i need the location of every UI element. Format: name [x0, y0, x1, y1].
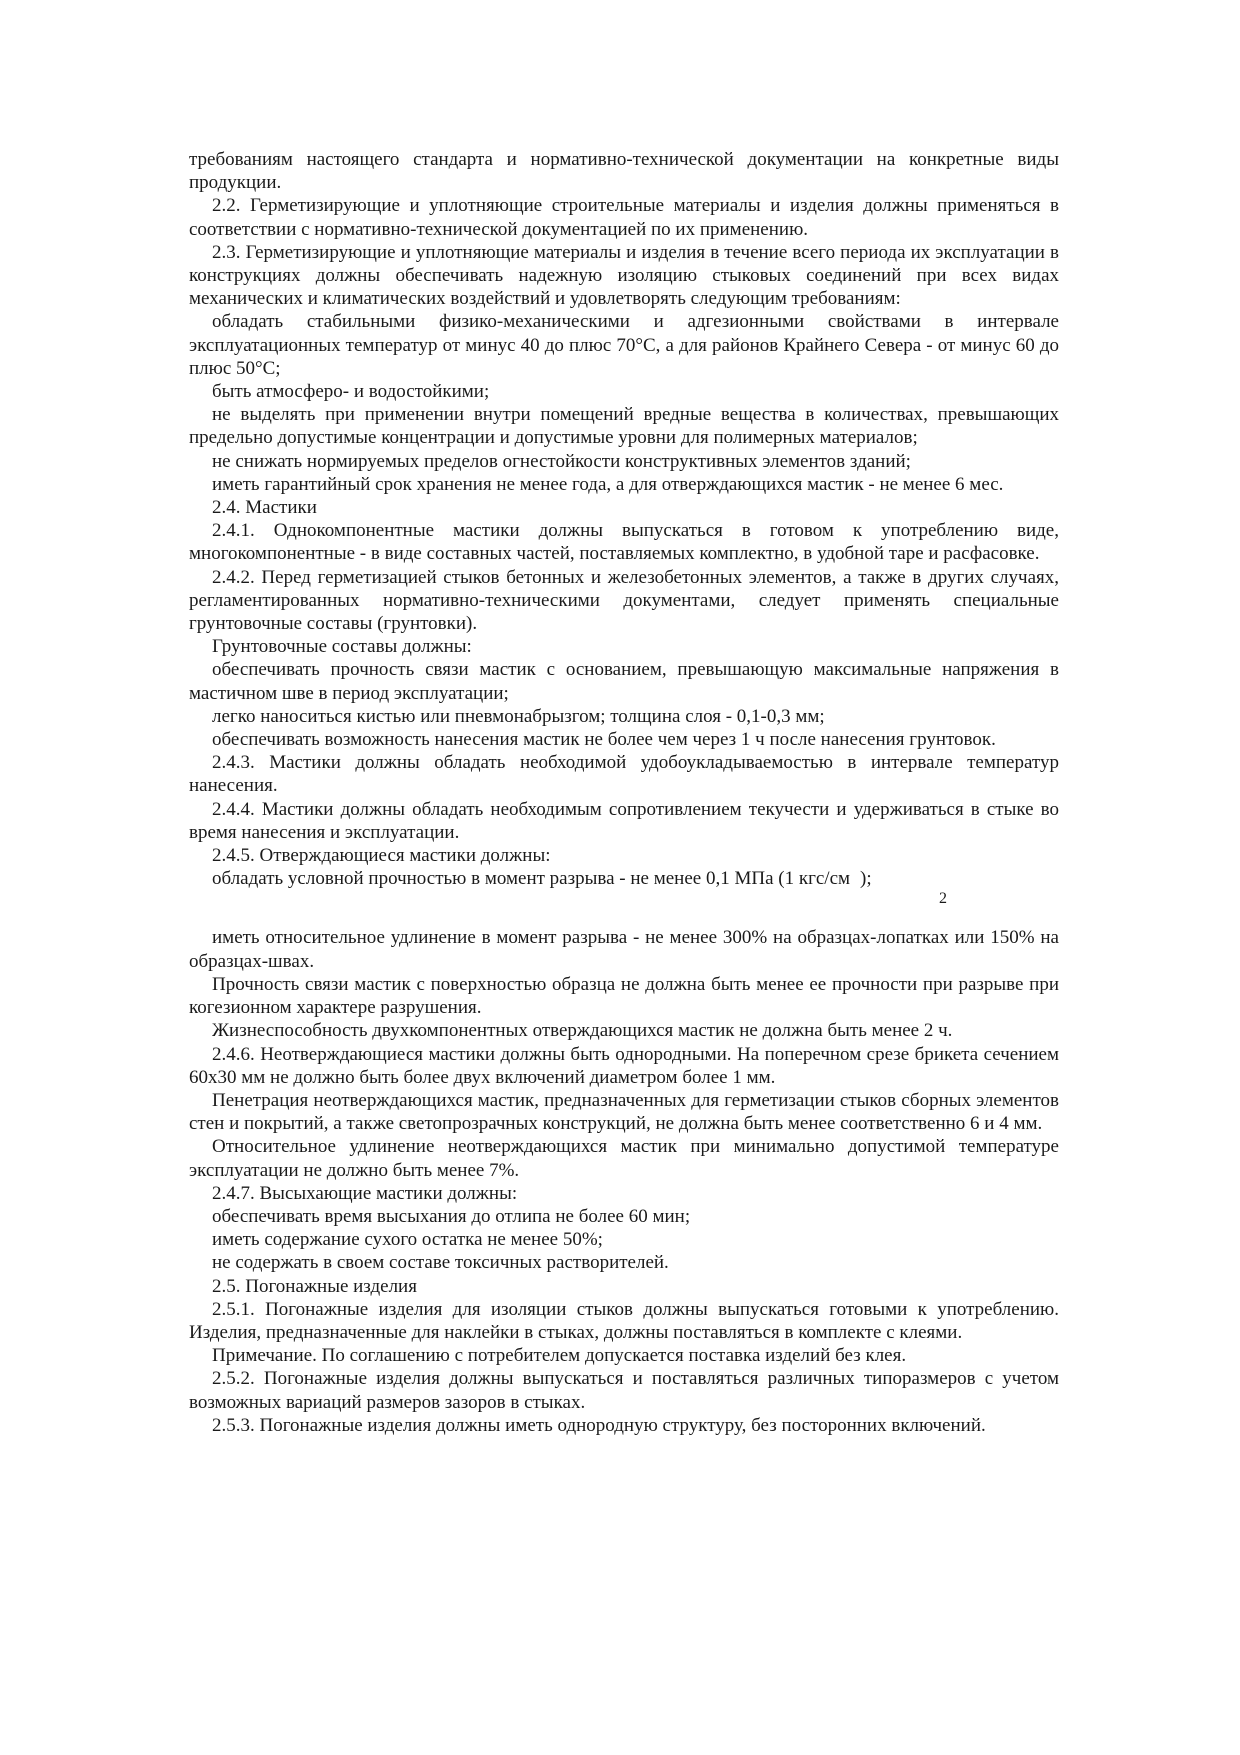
- no-toxic-solvents-item: не содержать в своем составе токсичных растворителей.: [212, 1252, 669, 1274]
- elongation-paragraph: Относительное удлинение неотверждающихся мастик при минимально допустимой температуре эксплуатации не должно быть менее 7%.: [189, 1136, 1059, 1181]
- paragraph-2-4-5: 2.4.5. Отверждающиеся мастики должны:: [212, 845, 551, 867]
- requirement-elongation: иметь относительное удлинение в момент разрыва - не менее 300% на образцах-лопатках или 150% на образцах-швах.: [189, 927, 1059, 972]
- paragraph-2-4-3: 2.4.3. Мастики должны обладать необходимой удобоукладываемостью в интервале температур нанесения.: [189, 752, 1059, 797]
- document-page: [189, 148, 1059, 1437]
- paragraph-2-4-4: 2.4.4. Мастики должны обладать необходимым сопротивлением текучести и удерживаться в стыке во время нанесения и эксплуатации.: [189, 798, 1059, 843]
- penetration-paragraph: Пенетрация неотверждающихся мастик, предназначенных для герметизации стыков сборных элементов стен и покрытий, а также светопрозрачных конструкций, не должна быть менее соответственно 6 и 4 мм.: [189, 1089, 1059, 1135]
- paragraph-continuation: требованиям настоящего стандарта и нормативно-технической документации на конкретные виды продукции.: [189, 149, 1059, 194]
- section-heading-2-5: 2.5. Погонажные изделия: [212, 1275, 417, 1297]
- paragraph-2-4-2: 2.4.2. Перед герметизацией стыков бетонных и железобетонных элементов, а также в других случаях, регламентированных нормативно-техническими документами, следует применять специальные грунтовочные составы (грунтовки).: [189, 566, 1059, 635]
- paragraph-2-4-6: 2.4.6. Неотверждающиеся мастики должны быть однородными. На поперечном срезе брикета сечением 60х30 мм не должно быть более двух включений диаметром более 1 мм.: [189, 1043, 1059, 1088]
- drying-time-item: обеспечивать время высыхания до отлипа не более 60 мин;: [212, 1205, 691, 1227]
- primer-requirements-heading: Грунтовочные составы должны:: [212, 636, 472, 658]
- paragraph-2-5-2: 2.5.2. Погонажные изделия должны выпускаться и поставляться различных типоразмеров с учетом возможных вариаций размеров зазоров в стыках.: [189, 1368, 1059, 1413]
- dry-residue-item: иметь содержание сухого остатка не менее 50%;: [212, 1229, 603, 1251]
- paragraph-2-3: 2.3. Герметизирующие и уплотняющие материалы и изделия в течение всего периода их эксплуатации в конструкциях должны обеспечивать надежную изоляцию стыковых соединений при всех видах механических и климатических воздействий и удовлетворять следующим требованиям:: [189, 241, 1059, 310]
- section-heading-2-4: 2.4. Мастики: [212, 497, 317, 519]
- strength-requirement-text: обладать условной прочностью в момент разрыва - не менее 0,1 МПа (1 кгс/см: [212, 868, 851, 890]
- requirement-weather: быть атмосферо- и водостойкими;: [212, 381, 490, 403]
- paragraph-2-2: 2.2. Герметизирующие и уплотняющие строительные материалы и изделия должны применяться в соответствии с нормативно-технической документацией по их применению.: [189, 195, 1059, 240]
- paragraph-2-5-3: 2.5.3. Погонажные изделия должны иметь однородную структуру, без посторонних включений.: [212, 1414, 986, 1436]
- paragraph-2-5-1: 2.5.1. Погонажные изделия для изоляции стыков должны выпускаться готовыми к употреблению. Изделия, предназначенные для наклейки в стыках, должны поставляться в комплекте с клеями.: [189, 1298, 1059, 1343]
- strength-requirement-close: );: [860, 868, 872, 890]
- pot-life-paragraph: Жизнеспособность двухкомпонентных отверждающихся мастик не должна быть менее 2 ч.: [212, 1020, 953, 1042]
- primer-strength: обеспечивать прочность связи мастик с основанием, превышающую максимальные напряжения в мастичном шве в период эксплуатации;: [189, 659, 1059, 704]
- requirement-fire: не снижать нормируемых пределов огнестойкости конструктивных элементов зданий;: [212, 450, 911, 472]
- strength-requirement-line: [189, 867, 1059, 908]
- unit-exponent: 2: [939, 890, 947, 908]
- primer-application: легко наноситься кистью или пневмонабрызгом; толщина слоя - 0,1-0,3 мм;: [212, 705, 825, 727]
- bond-strength-paragraph: Прочность связи мастик с поверхностью образца не должна быть менее ее прочности при разрыве при когезионном характере разрушения.: [189, 973, 1059, 1019]
- paragraph-2-4-1: 2.4.1. Однокомпонентные мастики должны выпускаться в готовом к употреблению виде, многокомпонентные - в виде составных частей, поставляемых комплектно, в удобной таре и расфасовке.: [189, 520, 1059, 565]
- note-paragraph: Примечание. По соглашению с потребителем допускается поставка изделий без клея.: [212, 1345, 907, 1367]
- requirement-no-harmful: не выделять при применении внутри помещений вредные вещества в количествах, превышающих предельно допустимые концентрации и допустимые уровни для полимерных материалов;: [189, 404, 1059, 449]
- requirement-stability: обладать стабильными физико-механическими и адгезионными свойствами в интервале эксплуатационных температур от минус 40 до плюс 70°С, а для районов Крайнего Севера - от минус 60 до плюс 50°С;: [189, 311, 1059, 379]
- primer-timing: обеспечивать возможность нанесения мастик не более чем через 1 ч после нанесения грунтовок.: [212, 729, 996, 751]
- paragraph-2-4-7: 2.4.7. Высыхающие мастики должны:: [212, 1182, 518, 1204]
- requirement-storage: иметь гарантийный срок хранения не менее года, а для отверждающихся мастик - не менее 6 мес.: [212, 473, 1004, 495]
